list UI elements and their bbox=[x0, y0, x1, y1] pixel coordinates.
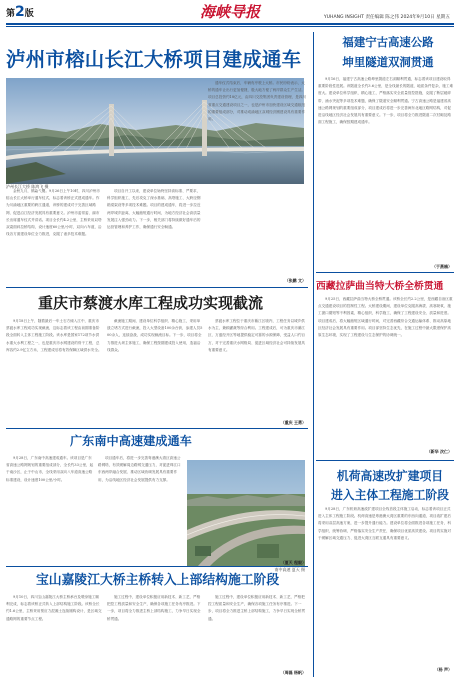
article1-column-1: 金秋九月，鹤淼弋鹰。9月26日上午10时，四川泸州市榕山长江大桥举行通车仪式，标志着该桥正式建成通车。作为川渝地区重要的跨江通道，该桥的建成对于完善区域路网、促进沿江经济发展具有重要意义。泸州市委常委、副市长出席通车仪式并讲话。项目全长约4.2公里，主桥采用双塔双索面斜拉桥结构，设计速度60公里/小时，双向六车道，沿线各方面建设单位全力推进，克服了诸多技术难题。 bbox=[6, 189, 102, 237]
right-article1-body: 9月16日，福建宁古高速公路坤里隧道左右洞顺利贯通，标志着该项目建设取得重要阶段性进展。该隧道全长约3.6公里，是全线最长的隧道，地质条件复杂，施工难度大。建设单位科学组织、精心施工，严格落实安全质量管控措施，克服了断层破碎带、涌水突泥等多项技术难题，确保了隧道安全顺利贯通。宁古高速公路是福建省高速公路网规划的重要组成部分，项目建成后将进一步完善闽东北地区路网结构，对促进沿线地区经济社会发展具有重要意义。下一步，项目将全力推进隧道二次衬砌及路面工程施工，确保按期建成通车。 bbox=[318, 77, 454, 125]
article4-byline: （周磊 杨帆） bbox=[280, 670, 306, 675]
article3-column-2: 项目通车后，将进一步完善粤港澳大湾区高速公路网络，有效缓解周边路网交通压力，对促进珠江口东西两岸融合发展、推动区域协调发展具有重要作用，为沿线地区经济社会发展提供有力支撑。 bbox=[98, 456, 181, 482]
article4-title: 宝山嘉陵江大桥主桥转入上部结构施工阶段 bbox=[36, 573, 280, 588]
header-rule-thin bbox=[6, 26, 454, 27]
section-divider bbox=[6, 287, 308, 288]
article2-title: 重庆市蔡渡水库工程成功实现截流 bbox=[38, 294, 264, 312]
right-article2-title: 西藏拉萨曲当特大桥全桥贯通 bbox=[316, 281, 444, 292]
section-divider bbox=[6, 566, 308, 567]
section-divider bbox=[6, 428, 308, 429]
column-divider bbox=[313, 32, 314, 677]
article1-title: 泸州市榕山长江大桥项目建成通车 bbox=[6, 48, 302, 71]
section-divider bbox=[316, 460, 454, 461]
issue-info: YUHANG INSIGHT 责任编辑 陈之伟 2024年9月10日 星期五 bbox=[323, 15, 450, 20]
article2-column-2: 截流施工期间，建设单位科学组织、精心施工，采用单戗立堵方式进行截流，投入大型设备100余台套，参建人员500余人，连续奋战，成功实现截流目标。下一步，项目将全力推进大坝主体施工，确保工程按期建成投入使用，造福沿线群众。 bbox=[107, 319, 203, 352]
section-divider bbox=[316, 272, 454, 273]
highway-photo bbox=[187, 460, 305, 567]
right-article1-title-line1: 福建宁古高速公路 bbox=[342, 35, 434, 49]
page-header bbox=[0, 0, 459, 24]
article3-column-1: 9月28日，广东南中高速建成通车。该项目是广东省高速公路网规划的重要组成部分，全长约33公里，起于南沙区，止于中山市，全线采用双向八车道高速公路标准建设，设计速度100公里/小时。 bbox=[6, 456, 94, 482]
article2-byline: （重庆 王勇） bbox=[280, 420, 306, 425]
page-number: 第2版 bbox=[6, 4, 34, 20]
article4-column-2: 施工过程中，建设单位积极应用新技术、新工艺，严格把控工程质量和安全生产，确保各项施工任务有序推进。下一步，项目将全力推进主桥上部结构施工，力争早日实现全桥贯通。 bbox=[107, 595, 201, 621]
article3-title: 广东南中高速建成通车 bbox=[70, 434, 192, 448]
article1-column-3: 通车仪式结束后，车辆有序驶上大桥。市民纷纷表示，大桥的通车让出行更加便捷，极大地方便了两岸群众生产生活。项目总投资约18亿元，由四川交投集团负责建设管理，是四川省重点交通建设项目之一，也是泸州市加快建设区域交通枢纽的重要组成部分，对推动成渝地区双城经济圈建设具有重要作用。 bbox=[208, 81, 307, 122]
right-article1-title-line2: 坤里隧道双洞贯通 bbox=[342, 55, 434, 69]
article2-column-3: 蔡渡水库工程位于重庆市綦江区境内，工程任务以城乡供水为主，兼顾灌溉等综合利用。工程建成后，可为重庆市綦江区、万盛经开区等地提供稳定可靠的水源保障，受益人口约百万，对于完善重庆水网格局、促进区域经济社会可持续发展具有重要意义。 bbox=[208, 319, 306, 352]
right-article2-body: 9月25日，西藏拉萨曲当特大桥全桥贯通。该桥全长约2.2公里，是西藏自治区重点交通建设项目的控制性工程。大桥建设期间，建设单位克服高海拔、高寒缺氧、施工窗口期短等不利因素，精心组织，科学施工，确保了工程建设安全、质量和进度。项目建成后，将大幅缩短区域通行时间，对完善西藏综合交通运输体系、推动高原地区经济社会发展具有重要作用。项目部坚持生态优先，在施工过程中最大限度保护高原生态环境，实现了工程建设与生态保护的协调统一。 bbox=[318, 297, 453, 338]
right-article3-title-line2: 进入主体工程施工阶段 bbox=[331, 488, 449, 502]
article3-byline: （夏天 程毅） bbox=[280, 560, 306, 565]
article2-column-1: 9月18日上午，随着最后一车土石方倾入江中，重庆市蔡渡水库工程成功实现截流，这标志着该工程由前期准备阶段全面转入主体工程施工阶段。该水库是国家172项节水供水重大水利工程之一，也是重庆市水网建设的骨干工程，总库容约2.9亿立方米，工程建成后将有效保障区域供水安全。 bbox=[6, 319, 102, 352]
article4-column-1: 9月10日，四川宝山嘉陵江大桥主桥承台及墩身施工顺利完成，标志着该桥正式转入上部结构施工阶段。该桥全长约1.6公里，主桥采用预应力混凝土连续刚构设计，是区域交通路网的重要节点工程。 bbox=[6, 595, 102, 621]
header-rule bbox=[6, 23, 454, 25]
article4-column-3: 施工过程中，建设单位积极应用新技术、新工艺，严格把控工程质量和安全生产，确保各项施工任务有序推进。下一步，项目将全力推进主桥上部结构施工，力争早日实现全桥贯通。 bbox=[208, 595, 306, 621]
right-article3-byline: （杨 声） bbox=[434, 667, 452, 672]
photo-caption: 南中高速 夏天 摄 bbox=[274, 567, 305, 572]
article1-column-2: 项目自开工以来，建设单位始终坚持高标准、严要求，科学组织施工，先后攻克了深水基础、高塔施工、大跨径钢箱梁架设等多项技术难题。项目的建成通车，将进一步拉近两岸城乡距离，大幅缩短通行时间，为地方经济社会高质量发展注入强劲动力。下一步，相关部门将持续做好通车后的运营管理和养护工作，确保通行安全畅通。 bbox=[107, 189, 201, 230]
right-article3-title-line1: 机荷高速改扩建项目 bbox=[336, 469, 444, 483]
right-article1-byline: （于燕楠） bbox=[432, 264, 452, 269]
photo-caption: 泸州长江大桥 陈鸿飞 摄 bbox=[6, 184, 49, 189]
right-article3-body: 9月28日，广东机荷高速改扩建项目全线首段主体施工启动，标志着该项目正式进入主体工程施工阶段。机荷高速是粤港澳大湾区重要的东西向通道，项目改扩建后将采用双层高速方案，进一步提升通行能力。建设单位将全面推进各项施工任务，科学组织，统筹协调，严格落实安全生产责任，确保项目优质高效建设。项目的实施对于缓解区域交通压力、促进大湾区互联互通具有重要意义。 bbox=[318, 507, 451, 540]
right-article2-byline: （新华 次仁） bbox=[426, 449, 452, 454]
masthead-logo: 海峡导报 bbox=[199, 3, 260, 21]
article1-byline: （张鹏 文） bbox=[284, 278, 306, 283]
